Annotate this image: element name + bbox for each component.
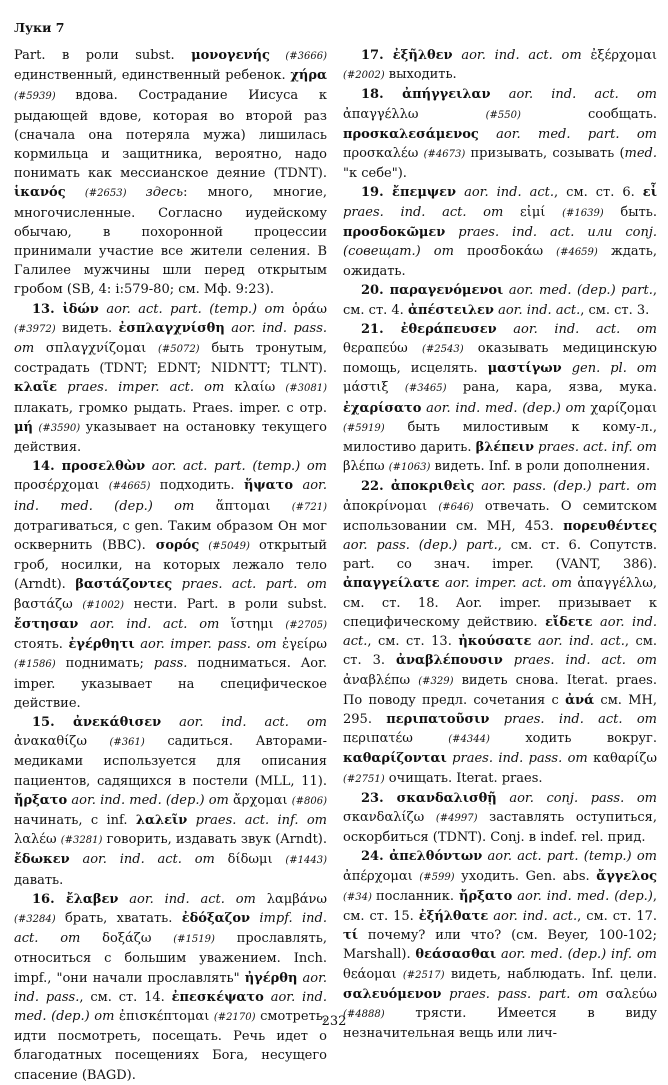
parsing-label: impf. ind. act. от (14, 910, 327, 947)
parsing-label: aor. act. part. (temp.) от (106, 301, 285, 317)
entry-text: садиться. Авторами-медиками используется для описания пациентов, садящихся в постели (MLL, 11). (14, 734, 327, 789)
entry-text: заставлять оступиться, оскорбиться (TDNT). Conj. в indef. rel. прид. (343, 809, 657, 846)
greek-term: λαλεῖν (135, 812, 188, 828)
entry-text: Part. в роли subst. (14, 48, 192, 63)
entry-text (479, 127, 496, 142)
entry-text (145, 459, 152, 474)
greek-term: ἠκούσατε (458, 634, 532, 650)
parsing-label: aor. med. (dep.) part. (508, 283, 653, 299)
greek-term: προσδοκῶμεν (343, 224, 446, 240)
greek-term: μονογενής (191, 48, 270, 63)
greek-term: ἄγγελος (596, 868, 657, 884)
dictionary-entry (14, 300, 327, 458)
entry-text: προσκαλέω (343, 146, 424, 162)
strong-number: (#806) (291, 795, 327, 807)
left-column (14, 46, 327, 1085)
strong-number: (#34) (343, 891, 376, 903)
parsing-label: aor. ind. act. (537, 634, 625, 650)
greek-term: 22. ἀποκριθεὶς (361, 479, 475, 495)
page-number: 232 (321, 1014, 347, 1029)
entry-text: "к себе"). (343, 166, 407, 182)
greek-term: ἠγέρθη (244, 970, 298, 986)
entry-text: подниматься. Aor. imper. указывает на специфическое действие. (14, 656, 327, 711)
entry-text: βλέπω (343, 459, 389, 475)
entry-text: смотреть, идти посмотреть, посещать. Речь идет о благодатных посещениях Бога, несущего спасение (BAGD). (14, 1008, 327, 1083)
greek-term: 15. ἀνεκάθισεν (32, 714, 162, 730)
greek-term: περιπατοῦσιν (386, 711, 490, 727)
entry-text: видеть. (55, 320, 119, 336)
entry-text: ἀπαγγέλλω (343, 106, 486, 122)
strong-number: (#3465) (404, 383, 447, 395)
entry-text: уходить. Gen. abs. (454, 868, 597, 884)
strong-number: (#3284) (14, 913, 56, 925)
entry-text: , см. ст. 17. (577, 908, 658, 924)
greek-term: ἥψατο (243, 478, 294, 494)
parsing-label: gen. pl. от (571, 361, 657, 377)
dictionary-entry (14, 713, 327, 890)
parsing-label: praes. ind. act. от (513, 653, 657, 669)
entry-text: ἀπαγγέλλω, см. ст. 18. Aor. imper. призывает к специфическому действию. (343, 576, 657, 630)
entry-text: , см. ст. 3. (343, 634, 657, 669)
greek-term: τί (343, 928, 359, 944)
entry-text: быть милостивым к кому-л., милостиво дарить. (343, 419, 657, 456)
entry-text (445, 225, 458, 240)
strong-number: (#599) (419, 871, 455, 883)
dictionary-entry (343, 789, 657, 848)
greek-term: εἴδετε (545, 614, 593, 630)
strong-number: (#1586) (14, 659, 56, 671)
entry-text: ἀνακαθίζω (14, 734, 110, 750)
strong-number: (#4888) (343, 1008, 385, 1020)
greek-term: 23. σκανδαλισθῇ (361, 790, 497, 806)
strong-number: (#3281) (60, 835, 103, 847)
entry-text: ἄρχομαι (228, 792, 292, 808)
entry-text: ἐγείρω (276, 637, 328, 653)
strong-number: (#1063) (388, 462, 431, 474)
entry-text: видеть, наблюдать. Inf. цели. (444, 966, 658, 982)
entry-text (497, 791, 510, 806)
dictionary-entry (343, 46, 657, 85)
entry-text: ἅπτομαι (194, 498, 292, 514)
entry-text: дотрагиваться, с gen. Таким образом Он мог осквернить (BBC). (14, 518, 327, 554)
entry-text: посланник. (375, 888, 460, 904)
strong-number: (#329) (418, 675, 454, 687)
greek-term: καθαρίζονται (343, 751, 447, 767)
entry-text (503, 653, 514, 668)
strong-number: (#550) (485, 109, 521, 121)
parsing-label: aor. ind. act. (493, 908, 578, 924)
parsing-label: aor. conj. pass. от (509, 790, 657, 806)
entry-text: μάστιξ (343, 380, 405, 396)
entry-text: см. MH, 295. (343, 692, 657, 727)
entry-text: , см. ст. 13. (367, 634, 459, 650)
greek-term: ἔδωκεν (14, 852, 70, 868)
entry-text: , см. ст. 15. (343, 888, 657, 924)
entry-text: , см. ст. 6. Сопутств. part. со знач. imper. (VANT, 386). (343, 538, 657, 573)
entry-text (187, 813, 195, 828)
entry-text: поднимать; (55, 656, 154, 672)
greek-term: βαστάζοντες (75, 577, 173, 593)
entry-text: быть. (603, 204, 657, 220)
dictionary-entry (343, 85, 657, 183)
strong-number: (#3972) (14, 323, 56, 335)
entry-text (592, 615, 600, 630)
entry-text: ἐξέρχομαι (581, 48, 657, 63)
entry-text: единственный, единственный ребенок. (14, 68, 291, 84)
greek-term: κλαῖε (14, 380, 58, 396)
entry-text: λαλέω (14, 832, 61, 848)
dictionary-entry (14, 890, 327, 1085)
entry-text: , см. ст. 6. (554, 185, 643, 201)
entry-text (453, 48, 462, 63)
entry-text: очищать. Iterat. praes. (384, 770, 543, 786)
entry-text: , см. ст. 3. (580, 302, 650, 318)
parsing-label: aor. act. part. (temp.) от (151, 459, 327, 475)
entry-text: брать, хватать. (55, 910, 182, 926)
strong-number: (#2705) (285, 619, 328, 631)
parsing-label: praes. ind. act. от (343, 204, 504, 220)
parsing-label: aor. pass. (dep.) part. (343, 538, 498, 554)
parsing-label: aor. ind. pass. (14, 970, 327, 1005)
entry-text: рана, кара, язва, мука. (446, 380, 657, 396)
entry-text: σαλεύω (598, 986, 658, 1002)
parsing-label: aor. med. part. от (496, 126, 657, 142)
parsing-label: praes. imper. act. от (67, 380, 225, 396)
strong-number: (#1443) (285, 855, 327, 867)
entry-text: трясти. Имеется в виду незначительная вещь или лич- (343, 1005, 657, 1042)
greek-term: ἀνά (565, 692, 595, 708)
greek-term: ἤρξατο (14, 792, 68, 808)
entry-text: προσέρχομαι (14, 478, 109, 494)
entry-text: прославлять, относиться с большим уважением. Inch. impf., "они начали прославлять" (14, 931, 327, 986)
greek-term: ἀπαγγείλατε (343, 576, 440, 592)
entry-text: почему? или что? (см. Beyer, 100-102; Marshall). (343, 928, 657, 963)
entry-text: ходить вокруг. (489, 731, 657, 747)
parsing-label: aor. imper. pass. от (140, 637, 277, 653)
greek-term: 14. προσελθὼν (32, 459, 146, 475)
entry-text (118, 892, 129, 907)
entry-text: отвечать. О семитском использовании см. MH, 453. (343, 498, 658, 534)
dictionary-entry (343, 183, 657, 281)
parsing-label: aor. ind. act. от (179, 714, 327, 730)
dictionary-entry (343, 320, 657, 478)
parsing-label: aor. med. (dep.) inf. от (500, 947, 657, 963)
greek-term: ἔστησαν (14, 616, 79, 632)
parsing-label: aor. ind. med. (dep.) от (14, 478, 327, 514)
strong-number: (#1519) (173, 934, 215, 946)
entry-text: δίδωμι (214, 852, 286, 868)
entry-text: давать. (14, 872, 64, 888)
greek-term: 13. ἰδών (32, 301, 99, 317)
entry-text: θεάομαι (343, 966, 403, 982)
greek-term: ἐδόξαζον (181, 910, 251, 926)
strong-number: (#4673) (423, 149, 466, 161)
parsing-label: aor. ind. act. от (129, 891, 256, 907)
entry-text (57, 380, 67, 395)
greek-term: 16. ἔλαβεν (32, 891, 119, 907)
entry-text: говорить, издавать звук (Arndt). (102, 832, 327, 848)
right-column (343, 46, 657, 1043)
running-header: Луки 7 (14, 20, 65, 35)
parsing-label: praes. ind. act. от (503, 711, 657, 727)
entry-text: χαρίζομαι (585, 400, 657, 416)
parsing-label: aor. ind. act. от (461, 48, 582, 63)
entry-text: περιπατέω (343, 731, 449, 747)
entry-text (562, 361, 572, 376)
entry-text (70, 852, 83, 867)
greek-term: βλέπειν (475, 440, 534, 456)
entry-text: подходить. (150, 478, 244, 494)
entry-text: σπλαγχνίζομαι (34, 341, 158, 357)
strong-number: (#4997) (435, 812, 478, 824)
parsing-label: aor. ind. act. (464, 185, 555, 201)
entry-text: δοξάζω (80, 931, 174, 947)
parsing-label: praes. act. inf. от (538, 440, 657, 456)
dictionary-entry (14, 457, 327, 713)
parsing-label: здесь (145, 185, 184, 201)
strong-number: (#2170) (213, 1011, 256, 1023)
strong-number: (#361) (109, 737, 145, 749)
greek-term: χήρα (290, 68, 327, 84)
entry-text: сообщать. (520, 106, 657, 122)
parsing-label: aor. ind. med. (dep.) от (71, 792, 229, 808)
entry-text (172, 577, 181, 592)
greek-term: ἐχαρίσατο (343, 400, 422, 416)
strong-number: (#2653) (65, 188, 146, 200)
parsing-label: aor. ind. act. от (508, 87, 657, 103)
entry-text: προσδοκάω (453, 244, 557, 260)
greek-term: εἶ (642, 185, 657, 201)
parsing-label: aor. ind. pass. от (14, 320, 327, 357)
entry-text: видеть. Inf. в роли дополнения. (430, 459, 651, 475)
entry-text: быть тронутым, сострадать (TDNT; EDNT; NIDNTT; TLNT). (14, 341, 327, 377)
entry-text: κλαίω (224, 380, 286, 396)
parsing-label: aor. ind. med. (dep.) от (14, 989, 328, 1024)
strong-number: (#3666) (269, 51, 327, 62)
entry-text: καθαρίζω (587, 751, 657, 767)
strong-number: (#4344) (448, 734, 490, 746)
parsing-label: pass. (153, 656, 188, 672)
strong-number: (#1639) (562, 207, 604, 219)
greek-term: 20. παραγενόμενοι (361, 283, 504, 299)
entry-text: θεραπεύω (343, 341, 422, 357)
parsing-label: aor. ind. act. (343, 614, 657, 650)
entry-text: βαστάζω (14, 596, 83, 612)
entry-text: выходить. (384, 67, 457, 83)
entry-text: ἀπέρχομαι (343, 868, 420, 884)
entry-text: , см. ст. 14. (79, 989, 172, 1005)
parsing-label: aor. imper. act. от (445, 576, 572, 592)
strong-number: (#2751) (343, 773, 385, 785)
entry-text: , см. ст. 4. (343, 283, 657, 318)
strong-number: (#5072) (157, 344, 200, 356)
entry-text (441, 987, 449, 1002)
greek-term: προσκαλεσάμενος (343, 126, 479, 142)
strong-number: (#5939) (14, 91, 76, 103)
strong-number: (#3590) (32, 422, 86, 434)
greek-term: ἐσπλαγχνίσθη (118, 320, 225, 336)
entry-text (497, 322, 514, 337)
entry-text: σκανδαλίζω (343, 809, 436, 825)
greek-term: 17. ἐξῆλθεν (361, 48, 453, 63)
greek-term: ἐγέρθητι (68, 637, 135, 653)
entry-text: ὁράω (284, 301, 327, 317)
dictionary-entry (343, 281, 657, 319)
greek-term: ἀναβλέπουσιν (395, 653, 503, 669)
entry-text: плакать, громко рыдать. Praes. imper. с отр. (14, 400, 327, 416)
dictionary-entry (14, 46, 327, 300)
strong-number: (#5049) (199, 541, 259, 553)
entry-text: вдова. Сострадание Иисуса к рыдающей вдове, которая во второй раз (сначала она потеряла мужа) лишилась кормильца и защитника, вероятно, надо понимать как мессианское деяние (TDNT). (14, 88, 327, 182)
dictionary-entry (343, 477, 657, 788)
entry-text (489, 712, 503, 727)
entry-text: ἀποκρίνομαι (343, 498, 439, 514)
entry-text (161, 715, 179, 730)
strong-number: (#5919) (343, 422, 385, 434)
entry-text: оказывать медицинскую помощь, исцелять. (343, 341, 658, 377)
strong-number: (#4665) (108, 481, 151, 493)
strong-number: (#3081) (285, 383, 327, 395)
strong-number: (#721) (291, 501, 328, 513)
greek-term: ἱκανός (14, 185, 66, 201)
greek-term: μή (14, 419, 33, 435)
parsing-label: aor. pass. (dep.) part. от (481, 479, 657, 495)
parsing-label: praes. ind. act. или conj. (совещат.) от (343, 224, 657, 260)
entry-text: призывать, созывать ( (465, 146, 625, 162)
entry-text: ἵστημι (219, 616, 286, 632)
strong-number: (#2517) (402, 969, 445, 981)
parsing-label: med. (624, 146, 658, 162)
entry-text: нести. Part. в роли subst. (124, 596, 327, 612)
parsing-label: aor. act. part. (temp.) от (487, 849, 657, 865)
entry-text: ждать, ожидать. (343, 244, 658, 280)
entry-text: ἐπισκέπτομαι (114, 1008, 214, 1024)
strong-number: (#1002) (82, 599, 125, 611)
entry-text: : много, многие, многочисленные. Согласно иудейскому обычаю, в похоронной процессии принимали участие все жители селения. В Галилее мужчины шли перед открытым гробом (SB, 4: i:579-80; см. Мф. 9:23). (14, 185, 327, 298)
parsing-label: aor. ind. act. от (90, 616, 220, 632)
entry-text (456, 185, 464, 200)
parsing-label: aor. ind. act. (498, 302, 581, 318)
parsing-label: praes. act. inf. от (195, 812, 328, 828)
greek-term: ἤρξατο (459, 888, 513, 904)
greek-term: 18. ἀπήγγειλαν (361, 87, 491, 103)
greek-term: ἐπεσκέψατο (171, 989, 264, 1005)
entry-text (491, 87, 509, 102)
parsing-label: aor. ind. med. (dep.) (517, 888, 653, 904)
greek-term: σαλευόμενον (343, 986, 442, 1002)
strong-number: (#2543) (421, 344, 464, 356)
greek-term: ἐξήλθατε (418, 908, 489, 924)
entry-text (250, 911, 259, 926)
greek-term: 21. ἐθεράπευσεν (361, 321, 497, 337)
greek-term: ἀπέστειλεν (407, 302, 494, 318)
parsing-label: aor. ind. act. от (82, 852, 215, 868)
entry-text: указывает на остановку текущего действия. (14, 419, 327, 456)
parsing-label: aor. ind. med. (dep.) от (426, 400, 586, 416)
strong-number: (#646) (438, 501, 474, 513)
parsing-label: praes. pass. part. от (449, 986, 599, 1002)
entry-text: начинать, с inf. (14, 812, 136, 828)
entry-text (78, 617, 90, 632)
greek-term: πορευθέντες (563, 518, 657, 534)
entry-text: εἰμί (503, 204, 563, 220)
entry-text: ἀναβλέπω (343, 672, 419, 688)
entry-text (264, 990, 271, 1005)
greek-term: σορός (155, 538, 200, 554)
parsing-label: praes. act. part. от (181, 577, 328, 593)
entry-text: видеть снова. Iterat. praes. По поводу предл. сочетания с (343, 672, 657, 708)
parsing-label: aor. ind. act. от (513, 321, 657, 337)
strong-number: (#2002) (343, 70, 385, 82)
greek-term: θεάσασθαι (415, 947, 497, 963)
entry-text: λαμβάνω (255, 891, 327, 907)
entry-text: стоять. (14, 637, 69, 653)
strong-number: (#4659) (556, 247, 598, 259)
greek-term: 24. ἀπελθόντων (361, 849, 483, 865)
entry-text: открытый гроб, носилки, на которых лежало тело (Arndt). (14, 538, 327, 593)
parsing-label: praes. ind. pass. от (452, 751, 588, 767)
greek-term: μαστίγων (487, 361, 562, 377)
greek-term: 19. ἔπεμψεν (361, 185, 457, 201)
